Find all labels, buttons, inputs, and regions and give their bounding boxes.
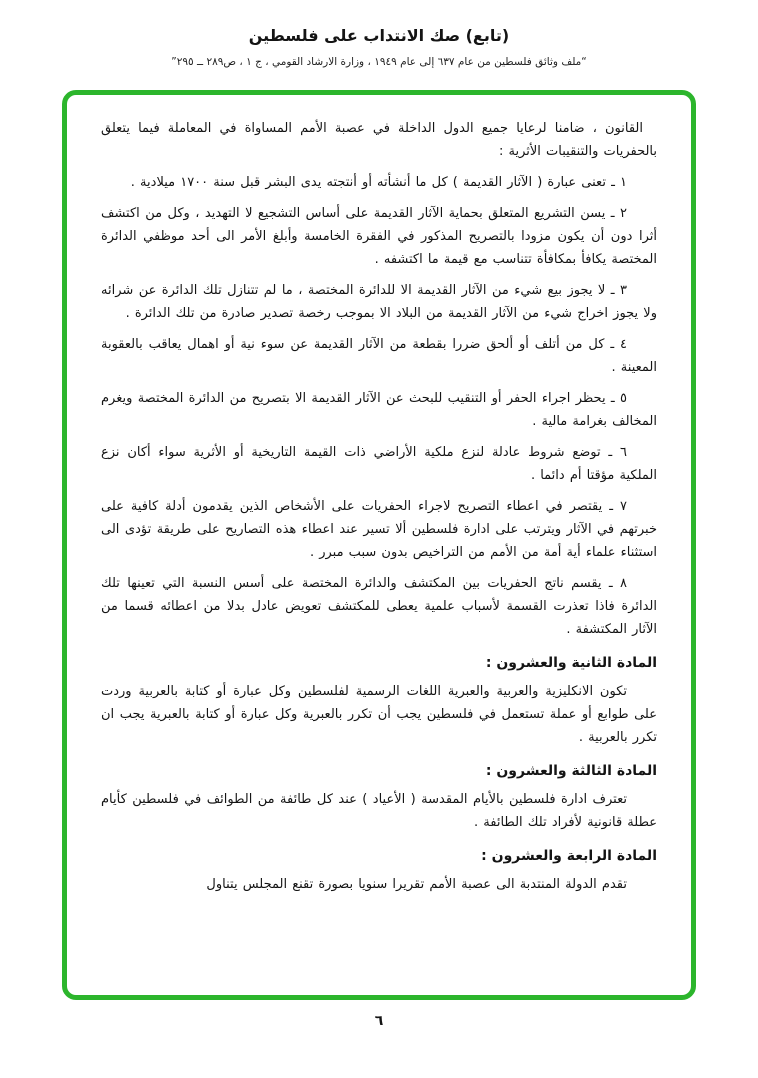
article-22-heading: المادة الثانية والعشرون : xyxy=(485,655,657,671)
article-23-paragraph: تعترف ادارة فلسطين بالأيام المقدسة ( الأعياد ) عند كل طائفة من الطوائف في فلسطين كأيام عطلة قانونية لأفراد تلك الطائفة . xyxy=(101,792,657,830)
article-22-paragraph: تكون الانكليزية والعربية والعبرية اللغات الرسمية لفلسطين وكل عبارة أو كتابة بالعربية وردت على طوابع أو عملة تستعمل في فلسطين يجب أن تكرر بالعبرية وكل عبارة أو كتابة بالعبرية يجب ان تكرر بالعربية . xyxy=(101,684,657,745)
clause-7: ٧ ـ يقتصر في اعطاء التصريح لاجراء الحفريات على الأشخاص الذين يقدمون أدلة كافية على خبرتهم في الآثار ويترتب على ادارة فلسطين ألا تسير عند اعطاء هذه التصاريح على طريقة تؤدى الى استثناء علماء أية أمة من الأمم من التراخيص بدون سبب مبرر . xyxy=(101,499,657,560)
clause-6: ٦ ـ توضع شروط عادلة لنزع ملكية الأراضي ذات القيمة التاريخية أو الأثرية سواء أكان نزع الملكية مؤقتا أم دائما . xyxy=(101,445,657,483)
article-24-paragraph: تقدم الدولة المنتدبة الى عصبة الأمم تقريرا سنويا بصورة تقنع المجلس يتناول xyxy=(206,877,627,892)
content-frame xyxy=(62,90,696,1000)
article-24-heading: المادة الرابعة والعشرون : xyxy=(481,848,657,864)
document-header xyxy=(0,0,758,68)
page-number: ٦ xyxy=(374,1013,384,1029)
clause-4: ٤ ـ كل من أتلف أو ألحق ضررا بقطعة من الآثار القديمة عن سوء نية أو اهمال يعاقب بالعقوبة المعينة . xyxy=(101,337,657,375)
clause-8: ٨ ـ يقسم ناتج الحفريات بين المكتشف والدائرة المختصة على أسس النسبة التي تعينها تلك الدائرة فاذا تعذرت القسمة لأسباب علمية يعطى للمكتشف تعويض عادل بدلا من اعطائه قسما من الآثار المكتشفة . xyxy=(101,576,657,637)
clause-3: ٣ ـ لا يجوز بيع شيء من الآثار القديمة الا للدائرة المختصة ، ما لم تتنازل تلك الدائرة عن شرائه ولا يجوز اخراج شيء من الآثار القديمة من البلاد الا بموجب رخصة تصدير صادرة من تلك الدائرة . xyxy=(101,283,657,321)
clause-5: ٥ ـ يحظر اجراء الحفر أو التنقيب للبحث عن الآثار القديمة الا بتصريح من الدائرة المختصة ويغرم المخالف بغرامة مالية . xyxy=(101,391,657,429)
clause-2: ٢ ـ يسن التشريع المتعلق بحماية الآثار القديمة على أساس التشجيع لا التهديد ، وكل من اكتشف أثرا دون أن يكون مزودا بالتصريح المذكور في الفقرة الخامسة وأبلغ الأمر الى أحد موظفي الدائرة المختصة يكافأ بمكافأة تتناسب مع قيمة ما اكتشفه . xyxy=(101,206,657,267)
source-citation: “ملف وثائق فلسطين من عام ٦٣٧ إلى عام ١٩٤٩ ، وزارة الارشاد القومي ، ج ١ ، ص٢٨٩ ــ ٢٩٥” xyxy=(171,56,587,68)
clause-1: ١ ـ تعنى عبارة ( الآثار القديمة ) كل ما أنشأته أو أنتجته يدى البشر قبل سنة ١٧٠٠ ميلادية . xyxy=(130,175,627,190)
article-23-heading: المادة الثالثة والعشرون : xyxy=(485,763,657,779)
page-title: (تابع) صك الانتداب على فلسطين xyxy=(248,26,510,45)
intro-paragraph: القانون ، ضامنا لرعايا جميع الدول الداخلة في عصبة الأمم المساواة في المعاملة فيما يتعلق بالحفريات والتنقيبات الأثرية : xyxy=(101,121,657,159)
